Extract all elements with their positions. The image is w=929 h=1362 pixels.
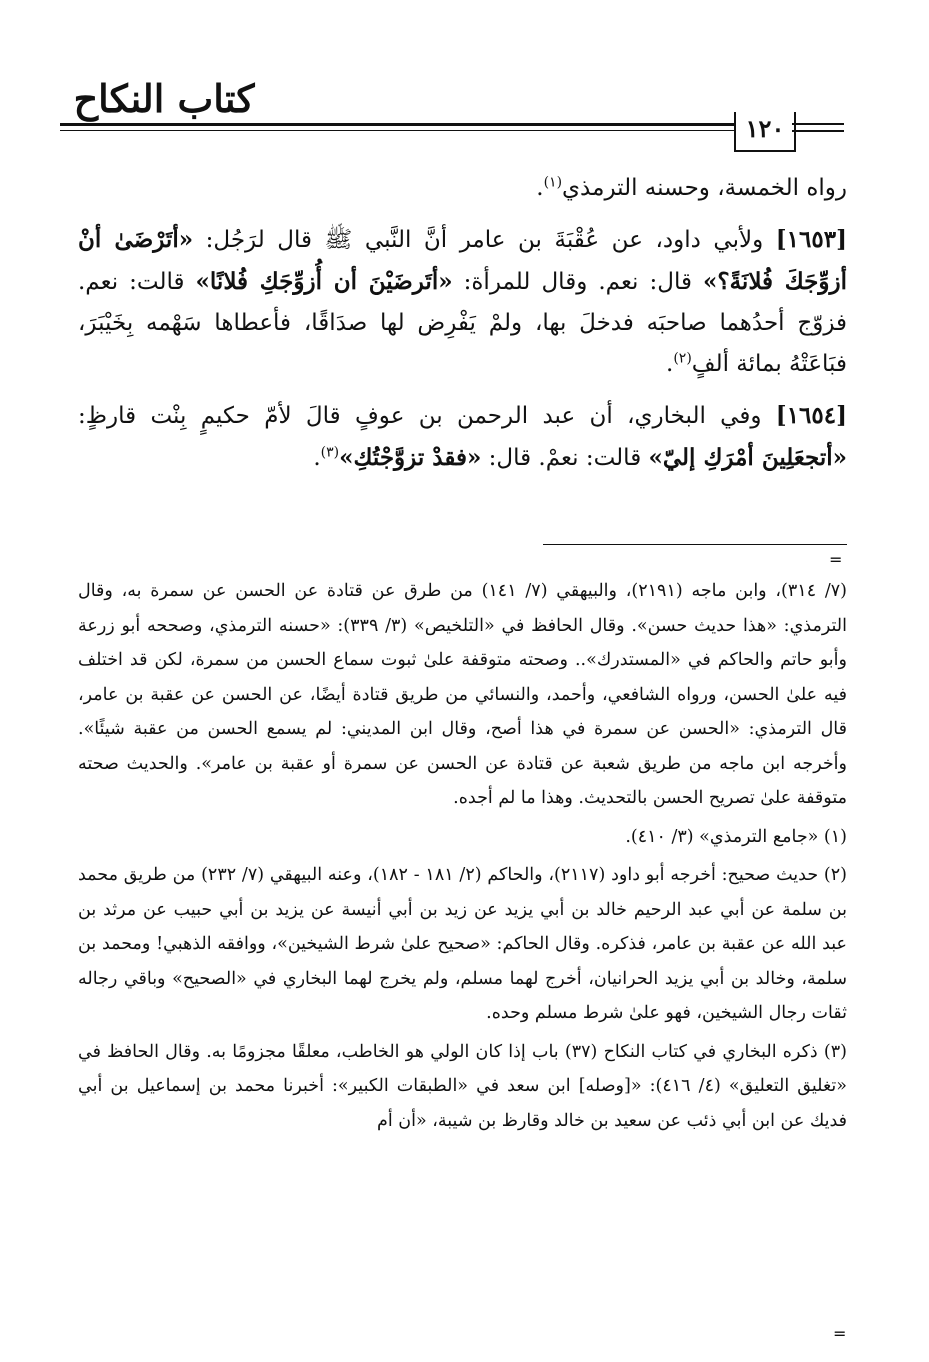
hadith-quote: «أتَرضَيْنَ أن أُزوِّجَكِ فُلانًا» [195, 268, 453, 295]
hadith-text: قالت: نعم. فزوّج أحدُهما صاحبَه فدخلَ بها، ولمْ يَفْرِض لها صدَاقًا، فأعطاها سَهْمه بِخَيْبَرَ، فبَاعَتْهُ بمائة ألفٍ [78, 269, 847, 377]
continuation-mark: = [829, 550, 843, 569]
hadith-text: قال: نعم. وقال للمرأة: [452, 269, 703, 295]
hadith-text: وفي البخاري، أن عبد الرحمن بن عوفٍ قالَ لأمّ حكيمٍ بِنْت قارظٍ: [78, 403, 776, 429]
page-header [0, 70, 929, 170]
hadith-1654 [78, 395, 847, 479]
book-title: كتاب النكاح [73, 76, 255, 121]
intro-line-text: رواه الخمسة، وحسنه الترمذي [562, 175, 847, 201]
header-rule-thin [60, 130, 760, 131]
hadith-text: قالت: نعمْ. قال: [481, 445, 649, 471]
hadith-number: [١٦٥٤] [775, 402, 847, 429]
header-rule-thick [60, 123, 760, 126]
footnote-2: (٢) حديث صحيح: أخرجه أبو داود (٢١١٧)، والحاكم (٢/ ١٨١ - ١٨٢)، وعنه البيهقي (٧/ ٢٣٢) من طريق محمد بن سلمة عن أبي عبد الرحيم خالد بن أبي يزيد عن زيد بن أبي أنيسة عن يزيد بن أبي حبيب عن مرثد بن عبد الله عن عقبة بن عامر، فذكره. وقال الحاكم: «صحيح علىٰ شرط الشيخين»، ووافقه الذهبي! ومحمد بن سلمة، وخالد بن أبي يزيد الحرانيان، أخرج لهما مسلم، ولم يخرج لهما البخاري في «الصحيح» وباقي رجاله ثقات رجال الشيخين، فهو علىٰ شرط مسلم وحده. [78, 865, 847, 1023]
end-continuation-mark: = [833, 1324, 847, 1343]
hadith-end: . [313, 445, 321, 471]
hadith-quote: «أتجعَلِينَ أمْرَكِ إليّ» [648, 444, 847, 471]
header-rule-right-bottom [792, 130, 844, 132]
hadith-end: . [666, 351, 674, 377]
hadith-1653 [78, 219, 847, 385]
footnotes [78, 574, 847, 1138]
hadith-quote: «فقدْ تزوَّجْتُكِ» [339, 444, 482, 471]
hadith-text: ولأبي داود، عن عُقْبَةَ بن عامر أنَّ النَّبي ﷺ قال لرَجُل: [193, 227, 776, 253]
header-rule-right-top [792, 123, 844, 125]
footnote-ref-1: (١) [543, 174, 563, 191]
footnote-separator [543, 544, 847, 545]
intro-line: رواه الخمسة، وحسنه الترمذي$^{(١)}$. [536, 174, 847, 201]
footnote-ref-3: (٣) [320, 444, 340, 461]
footnote-ref-2: (٢) [673, 350, 692, 367]
footnote-continuation: (٧/ ٣١٤)، وابن ماجه (٢١٩١)، والبيهقي (٧/ ١٤١) من طرق عن قتادة عن الحسن عن سمرة به، وقال الترمذي: «هذا حديث حسن». وقال الحافظ في «التلخيص» (٣/ ٣٣٩): «حسنه الترمذي، وصححه أبو زرعة وأبو حاتم والحاكم في «المستدرك».. وصحته متوقفة علىٰ ثبوت سماع الحسن من سمرة، لكن قد اختلف فيه علىٰ الحسن، ورواه الشافعي، وأحمد، والنسائي من طريق قتادة أيضًا، عن الحسن عن عقبة بن عامر، قال الترمذي: «الحسن عن سمرة في هذا أصح، وقال ابن المديني: لم يسمع الحسن من عقبة شيئًا». وأخرجه ابن ماجه من طريق شعبة عن قتادة عن الحسن عن سمرة أو عقبة بن عامر». والحديث صحته متوقفة علىٰ تصريح الحسن بالتحديث. وهذا ما لم أجده. [78, 581, 847, 808]
footnote-3: (٣) ذكره البخاري في كتاب النكاح (٣٧) باب إذا كان الولي هو الخاطب، معلقًا مجزومًا به. وقال الحافظ في «تغليق التعليق» (٤/ ٤١٦): «[وصله] ابن سعد في «الطبقات الكبير»: أخبرنا محمد بن إسماعيل بن أبي فديك عن ابن أبي ذئب عن سعيد بن خالد وقارظ بن شيبة، «أن أم [78, 1041, 847, 1131]
footnote-1: (١) «جامع الترمذي» (٣/ ٤١٠). [625, 826, 847, 847]
hadith-quote: «أتَرْضَىٰ أنْ أزوِّجَكَ فُلانَةً؟» [78, 226, 847, 295]
hadith-number: [١٦٥٣] [775, 226, 847, 253]
page-number: ١٢٠ [734, 112, 796, 152]
main-text [78, 168, 847, 489]
